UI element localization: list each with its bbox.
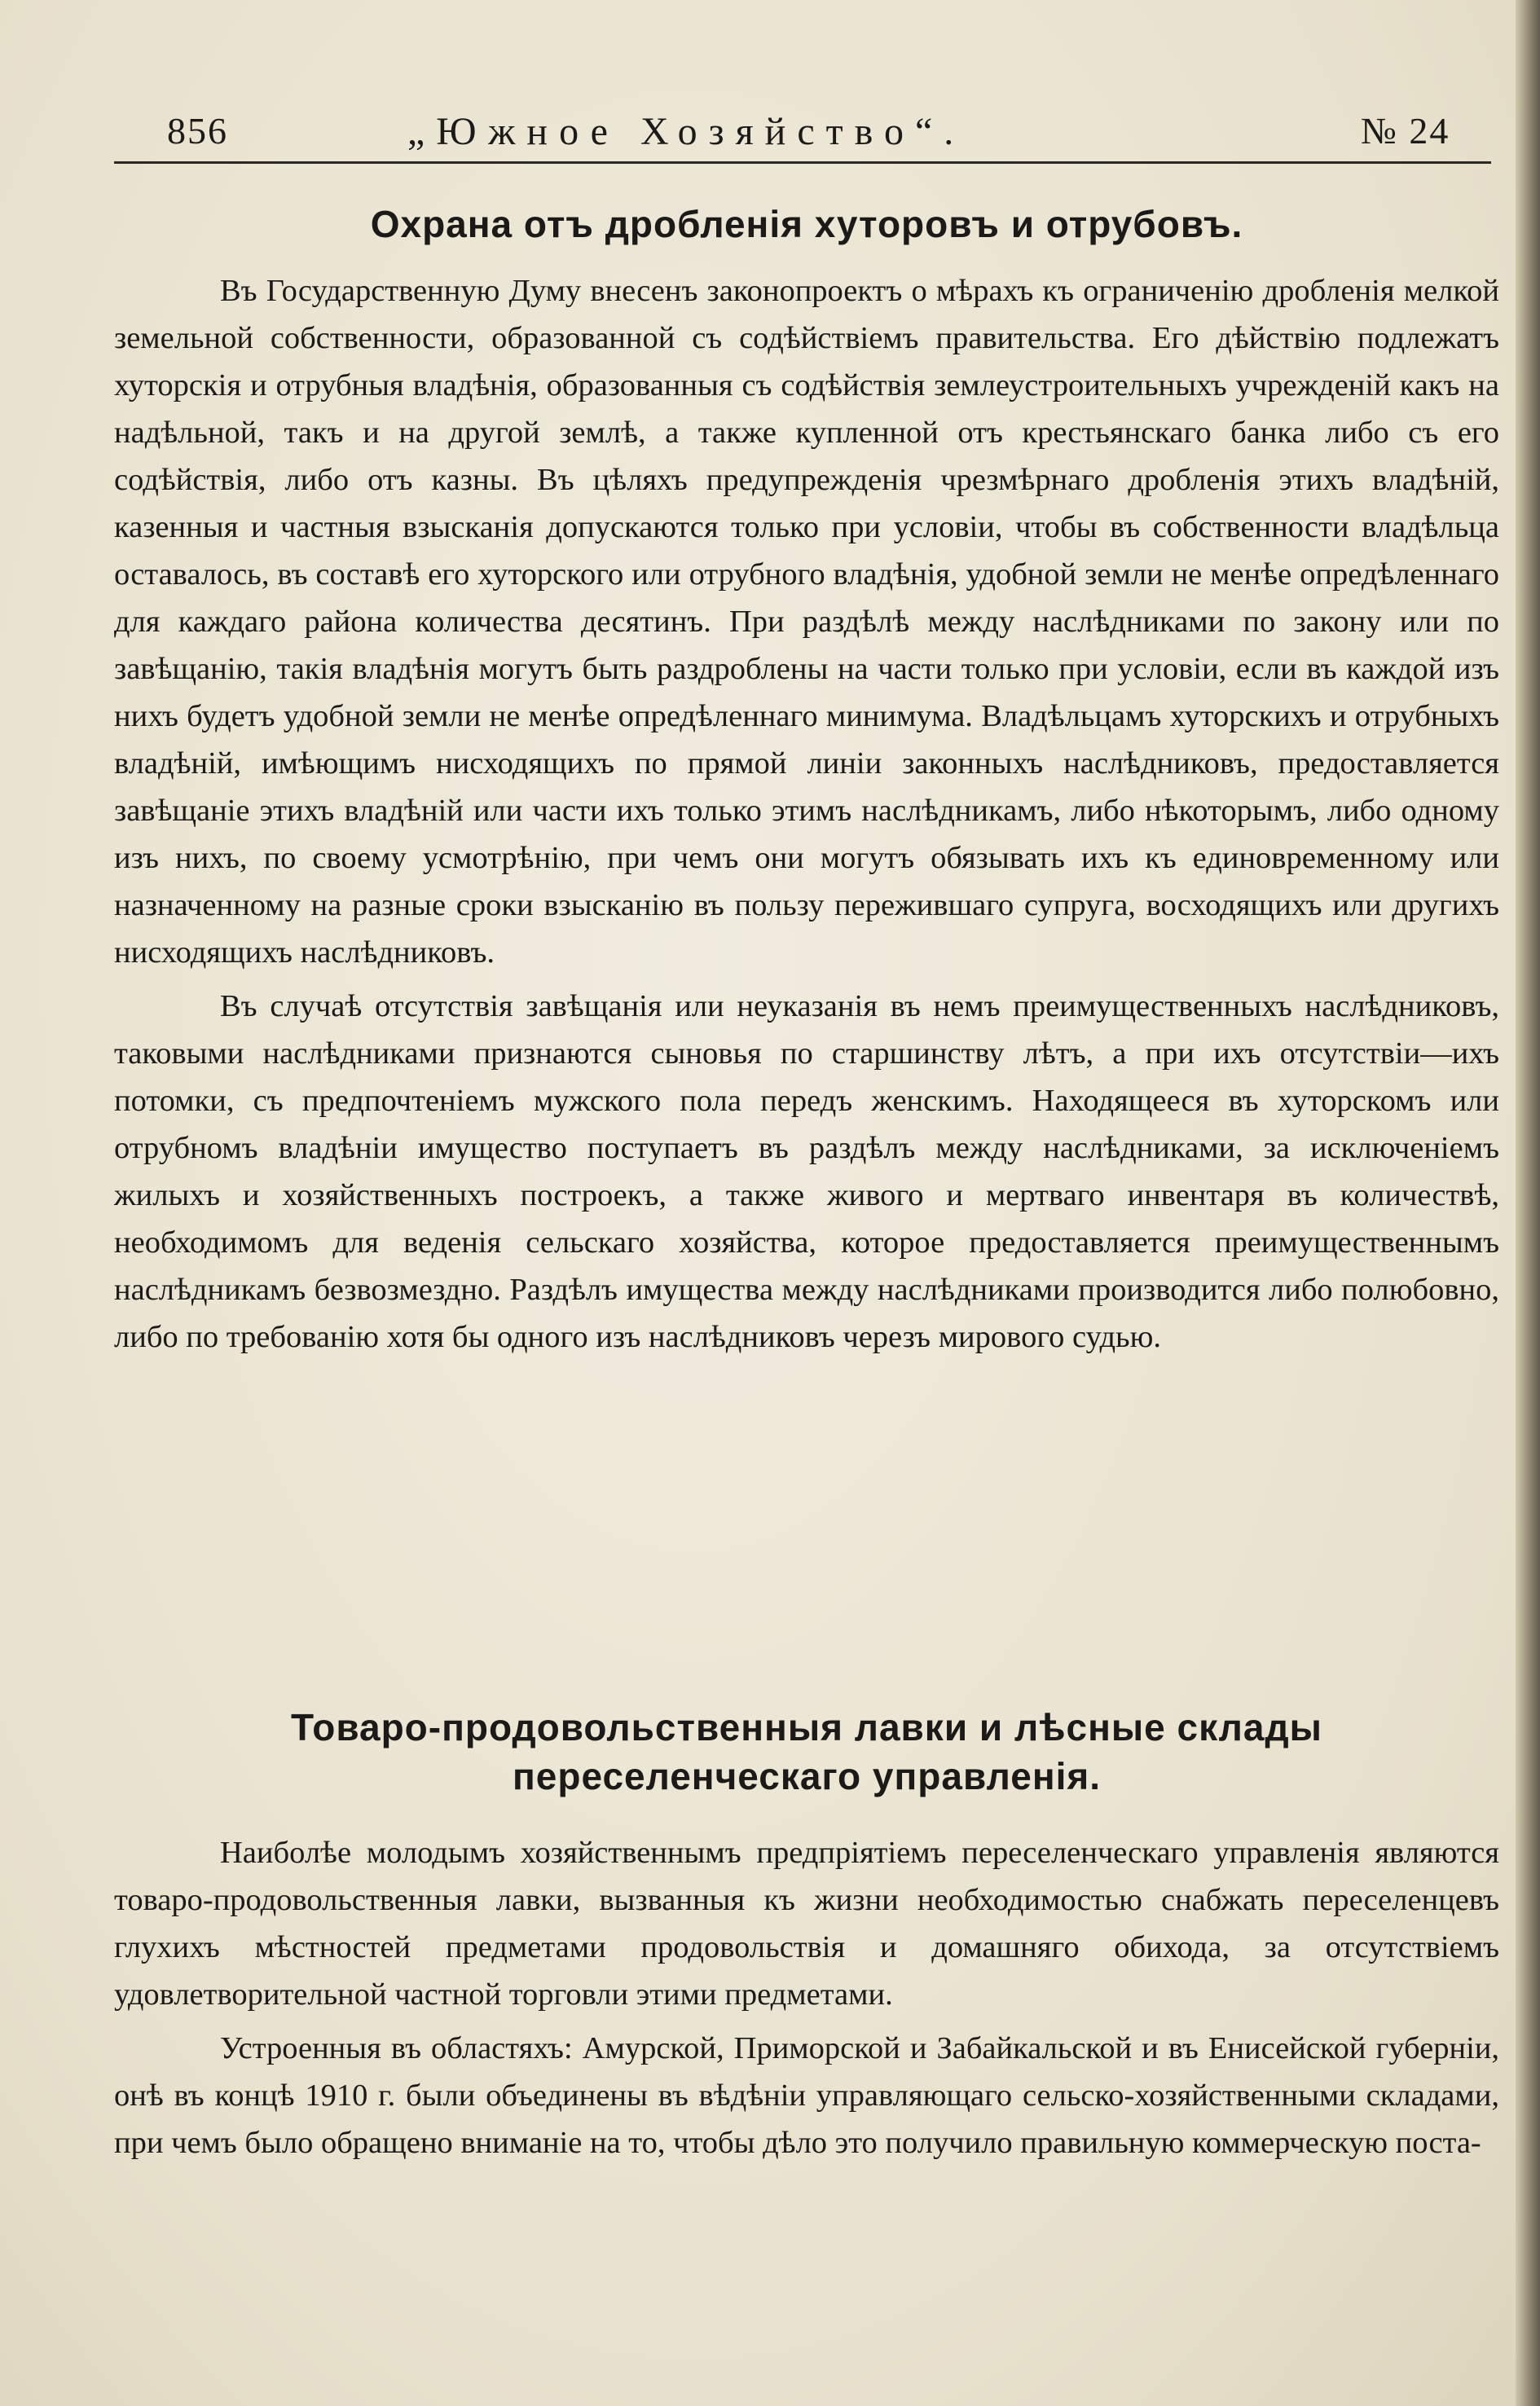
paragraph: Наиболѣе молодымъ хозяйственнымъ предпріятіемъ переселенческаго управленія являются товаро-продовольственныя лавки, вызванныя къ жизни необходимостью снабжать переселенцевъ глухихъ мѣстностей предметами продовольствія и домашняго обихода, за отсутствіемъ удовлетворительной частной торговли этими предметами. [114, 1836, 1499, 2012]
article-title-farm-fragmentation: Охрана отъ дробленія хуторовъ и отрубовъ. [370, 203, 1243, 245]
article-title-resettlement-stores: Товаро-продовольственныя лавки и лѣсные склады переселенческаго управленія. [291, 1706, 1322, 1797]
journal-title: „Южное Хозяйство“. [407, 110, 966, 153]
article-body-farm-fragmentation [114, 267, 1499, 1367]
paragraph: Въ Государственную Думу внесенъ законопроектъ о мѣрахъ къ ограниченію дробленія мелкой земельной собственности, образованной съ содѣйствіемъ правительства. Его дѣйствію подлежатъ хуторскія и отрубныя владѣнія, образованныя съ содѣйствія землеустроительныхъ учрежденій какъ на надѣльной, такъ и на другой землѣ, а также купленной отъ крестьянскаго банка либо съ его содѣйствія, либо отъ казны. Въ цѣляхъ предупрежденія чрезмѣрнаго дробленія этихъ владѣній, казенныя и частныя взысканія допускаются только при условіи, чтобы въ собственности владѣльца оставалось, въ составѣ его хуторского или отрубного владѣнія, удобной земли не менѣе опредѣленнаго для каждаго района количества десятинъ. При раздѣлѣ между наслѣдниками по закону или по завѣщанію, такія владѣнія могутъ быть раздроблены на части только при условіи, если въ каждой изъ нихъ будетъ удобной земли не менѣе опредѣленнаго минимума. Владѣльцамъ хуторскихъ и отрубныхъ владѣній, имѣющимъ нисходящихъ по прямой линіи законныхъ наслѣдниковъ, предоставляется завѣщаніе этихъ владѣній или части ихъ только этимъ наслѣдникамъ, либо нѣкоторымъ, либо одному изъ нихъ, по своему усмотрѣнію, при чемъ они могутъ обязывать ихъ къ единовременному или назначенному на разные сроки взысканію въ пользу пережившаго супруга, восходящихъ или другихъ нисходящихъ наслѣдниковъ. [114, 274, 1499, 970]
paragraph: Въ случаѣ отсутствія завѣщанія или неуказанія въ немъ преимущественныхъ наслѣдниковъ, таковыми наслѣдниками признаются сыновья по старшинству лѣтъ, а при ихъ отсутствіи—ихъ потомки, съ предпочтеніемъ мужского пола передъ женскимъ. Находящееся въ хуторскомъ или отрубномъ владѣніи имущество поступаетъ въ раздѣлъ между наслѣдниками, за исключеніемъ жилыхъ и хозяйственныхъ построекъ, а также живого и мертваго инвентаря въ количествѣ, необходимомъ для веденія сельскаго хозяйства, которое предоставляется преимущественнымъ наслѣдникамъ безвозмездно. Раздѣлъ имущества между наслѣдниками производится либо полюбовно, либо по требованію хотя бы одного изъ наслѣдниковъ черезъ мирового судью. [114, 989, 1499, 1354]
header-rule [114, 161, 1491, 164]
paragraph: Устроенныя въ областяхъ: Амурской, Приморской и Забайкальской и въ Енисейской губерніи, онѣ въ концѣ 1910 г. были объединены въ вѣдѣніи управляющаго сельско-хозяйственными складами, при чемъ было обращено вниманіе на то, чтобы дѣло это получило правильную коммерческую поста- [114, 2031, 1499, 2160]
adjacent-page-edge [1516, 0, 1540, 2406]
page-header [114, 104, 1499, 161]
page-number: 856 [167, 110, 228, 152]
issue-number: № 24 [1361, 110, 1450, 152]
article-body-resettlement-stores [114, 1829, 1499, 2173]
